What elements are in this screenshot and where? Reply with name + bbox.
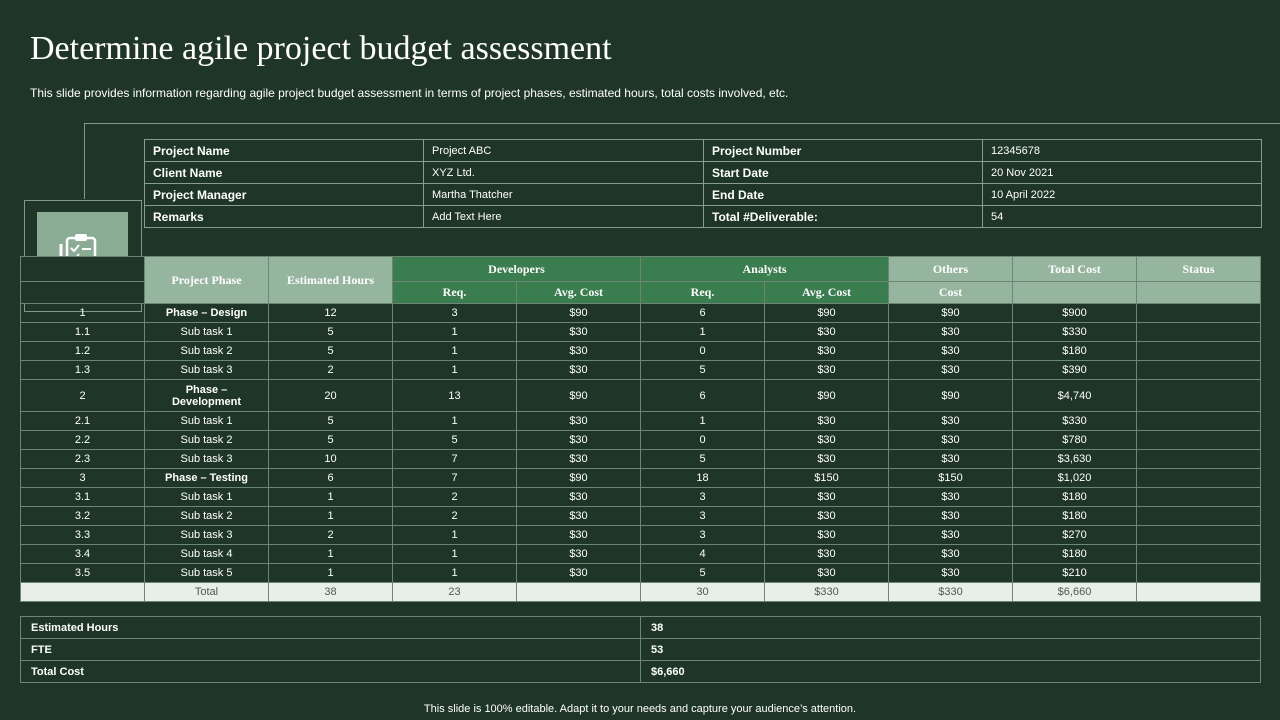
table-row <box>21 323 1261 342</box>
row-dev-req: 5 <box>393 431 517 450</box>
row-status <box>1137 342 1261 361</box>
row-others: $30 <box>889 361 1013 380</box>
decorative-line-vertical <box>84 123 85 199</box>
row-total: $270 <box>1013 526 1137 545</box>
row-hours: 6 <box>269 469 393 488</box>
row-others: $30 <box>889 450 1013 469</box>
row-hours: 5 <box>269 431 393 450</box>
table-row <box>21 450 1261 469</box>
row-dev-req: 2 <box>393 507 517 526</box>
row-phase: Sub task 3 <box>145 361 269 380</box>
row-total: $1,020 <box>1013 469 1137 488</box>
total-status <box>1137 583 1261 602</box>
header-blank <box>21 257 145 282</box>
summary-est-hours-label: Estimated Hours <box>21 617 641 639</box>
row-dev-req: 7 <box>393 469 517 488</box>
end-date-value: 10 April 2022 <box>983 184 1262 206</box>
start-date-value: 20 Nov 2021 <box>983 162 1262 184</box>
page-subtitle: This slide provides information regarding agile project budget assessment in terms of project phases, estimated hours, total costs involved, etc. <box>30 86 789 100</box>
row-total: $180 <box>1013 507 1137 526</box>
table-row <box>21 469 1261 488</box>
header-status-sub <box>1137 282 1261 304</box>
row-id: 1.3 <box>21 361 145 380</box>
project-number-label: Project Number <box>704 140 983 162</box>
row-total: $4,740 <box>1013 380 1137 412</box>
row-id: 3.4 <box>21 545 145 564</box>
project-manager-value: Martha Thatcher <box>424 184 704 206</box>
row-hours: 1 <box>269 564 393 583</box>
row-ana-avg: $30 <box>765 323 889 342</box>
row-phase: Sub task 1 <box>145 488 269 507</box>
row-hours: 2 <box>269 526 393 545</box>
deliverable-label: Total #Deliverable: <box>704 206 983 228</box>
row-phase: Sub task 2 <box>145 507 269 526</box>
row-dev-avg: $30 <box>517 412 641 431</box>
row-others: $30 <box>889 564 1013 583</box>
project-info-table <box>144 139 1262 228</box>
row-ana-req: 3 <box>641 526 765 545</box>
row-status <box>1137 469 1261 488</box>
remarks-label: Remarks <box>145 206 424 228</box>
table-row <box>21 545 1261 564</box>
row-id: 3.5 <box>21 564 145 583</box>
header-status: Status <box>1137 257 1261 282</box>
row-status <box>1137 545 1261 564</box>
row-dev-avg: $30 <box>517 488 641 507</box>
total-others: $330 <box>889 583 1013 602</box>
row-id: 2.2 <box>21 431 145 450</box>
row-status <box>1137 380 1261 412</box>
row-id: 3 <box>21 469 145 488</box>
row-id: 3.1 <box>21 488 145 507</box>
row-total: $180 <box>1013 342 1137 361</box>
row-dev-avg: $30 <box>517 342 641 361</box>
row-ana-avg: $30 <box>765 507 889 526</box>
header-analysts: Analysts <box>641 257 889 282</box>
row-total: $330 <box>1013 412 1137 431</box>
row-hours: 5 <box>269 412 393 431</box>
row-phase: Sub task 3 <box>145 526 269 545</box>
row-id: 2.1 <box>21 412 145 431</box>
budget-table <box>20 256 1261 602</box>
header-project-phase: Project Phase <box>145 257 269 304</box>
row-ana-avg: $90 <box>765 380 889 412</box>
row-dev-avg: $90 <box>517 380 641 412</box>
row-dev-req: 1 <box>393 361 517 380</box>
row-ana-avg: $150 <box>765 469 889 488</box>
total-ana-avg: $330 <box>765 583 889 602</box>
row-id: 3.3 <box>21 526 145 545</box>
row-status <box>1137 450 1261 469</box>
table-row <box>21 488 1261 507</box>
row-others: $30 <box>889 526 1013 545</box>
header-dev-avg-cost: Avg. Cost <box>517 282 641 304</box>
row-id: 2.3 <box>21 450 145 469</box>
table-row <box>21 304 1261 323</box>
row-status <box>1137 564 1261 583</box>
page-title: Determine agile project budget assessment <box>30 30 612 67</box>
row-total: $180 <box>1013 545 1137 564</box>
row-ana-avg: $30 <box>765 526 889 545</box>
row-dev-avg: $30 <box>517 431 641 450</box>
table-row <box>21 342 1261 361</box>
row-total: $180 <box>1013 488 1137 507</box>
header-blank-sub <box>21 282 145 304</box>
summary-fte-value: 53 <box>641 639 1261 661</box>
project-number-value: 12345678 <box>983 140 1262 162</box>
row-ana-req: 0 <box>641 342 765 361</box>
row-phase: Sub task 1 <box>145 323 269 342</box>
row-total: $210 <box>1013 564 1137 583</box>
row-status <box>1137 361 1261 380</box>
table-row <box>21 564 1261 583</box>
table-row <box>21 412 1261 431</box>
row-phase: Sub task 3 <box>145 450 269 469</box>
client-name-label: Client Name <box>145 162 424 184</box>
header-estimated-hours: Estimated Hours <box>269 257 393 304</box>
row-status <box>1137 323 1261 342</box>
row-status <box>1137 431 1261 450</box>
summary-total-cost-label: Total Cost <box>21 661 641 683</box>
row-dev-req: 1 <box>393 412 517 431</box>
row-others: $90 <box>889 304 1013 323</box>
row-ana-avg: $30 <box>765 342 889 361</box>
row-others: $30 <box>889 507 1013 526</box>
table-row <box>21 431 1261 450</box>
row-phase: Sub task 1 <box>145 412 269 431</box>
summary-fte-label: FTE <box>21 639 641 661</box>
header-dev-req: Req. <box>393 282 517 304</box>
row-others: $30 <box>889 412 1013 431</box>
row-total: $390 <box>1013 361 1137 380</box>
table-row <box>21 380 1261 412</box>
row-hours: 5 <box>269 342 393 361</box>
row-others: $30 <box>889 545 1013 564</box>
row-ana-avg: $30 <box>765 488 889 507</box>
row-hours: 12 <box>269 304 393 323</box>
row-id: 1 <box>21 304 145 323</box>
row-dev-req: 7 <box>393 450 517 469</box>
row-dev-req: 1 <box>393 564 517 583</box>
row-total: $3,630 <box>1013 450 1137 469</box>
row-dev-avg: $90 <box>517 304 641 323</box>
deliverable-value: 54 <box>983 206 1262 228</box>
row-ana-avg: $90 <box>765 304 889 323</box>
row-phase: Phase – Design <box>145 304 269 323</box>
row-hours: 20 <box>269 380 393 412</box>
row-dev-req: 1 <box>393 323 517 342</box>
row-others: $90 <box>889 380 1013 412</box>
row-total: $330 <box>1013 323 1137 342</box>
header-ana-avg-cost: Avg. Cost <box>765 282 889 304</box>
total-ana-req: 30 <box>641 583 765 602</box>
row-ana-avg: $30 <box>765 564 889 583</box>
row-id: 1.2 <box>21 342 145 361</box>
row-dev-req: 2 <box>393 488 517 507</box>
row-ana-req: 5 <box>641 450 765 469</box>
total-blank <box>21 583 145 602</box>
row-ana-avg: $30 <box>765 545 889 564</box>
row-dev-avg: $30 <box>517 323 641 342</box>
row-ana-req: 18 <box>641 469 765 488</box>
header-others: Others <box>889 257 1013 282</box>
row-ana-req: 6 <box>641 304 765 323</box>
table-row <box>21 526 1261 545</box>
table-row <box>21 507 1261 526</box>
row-dev-req: 3 <box>393 304 517 323</box>
row-others: $150 <box>889 469 1013 488</box>
row-ana-avg: $30 <box>765 431 889 450</box>
project-name-value: Project ABC <box>424 140 704 162</box>
row-ana-avg: $30 <box>765 450 889 469</box>
row-status <box>1137 304 1261 323</box>
row-phase: Phase – Development <box>145 380 269 412</box>
row-ana-req: 1 <box>641 323 765 342</box>
header-developers: Developers <box>393 257 641 282</box>
summary-est-hours-value: 38 <box>641 617 1261 639</box>
decorative-line-horizontal <box>84 123 1280 124</box>
row-phase: Sub task 5 <box>145 564 269 583</box>
row-dev-req: 1 <box>393 545 517 564</box>
summary-total-cost-value: $6,660 <box>641 661 1261 683</box>
start-date-label: Start Date <box>704 162 983 184</box>
row-others: $30 <box>889 431 1013 450</box>
row-phase: Sub task 4 <box>145 545 269 564</box>
total-label: Total <box>145 583 269 602</box>
row-ana-req: 5 <box>641 564 765 583</box>
row-total: $900 <box>1013 304 1137 323</box>
total-dev-avg <box>517 583 641 602</box>
row-others: $30 <box>889 342 1013 361</box>
header-ana-req: Req. <box>641 282 765 304</box>
row-ana-req: 6 <box>641 380 765 412</box>
row-ana-req: 5 <box>641 361 765 380</box>
row-ana-avg: $30 <box>765 361 889 380</box>
client-name-value: XYZ Ltd. <box>424 162 704 184</box>
row-ana-req: 3 <box>641 488 765 507</box>
row-dev-avg: $90 <box>517 469 641 488</box>
total-hours: 38 <box>269 583 393 602</box>
row-hours: 1 <box>269 545 393 564</box>
row-others: $30 <box>889 323 1013 342</box>
row-phase: Sub task 2 <box>145 342 269 361</box>
row-ana-req: 1 <box>641 412 765 431</box>
row-dev-req: 1 <box>393 342 517 361</box>
row-ana-avg: $30 <box>765 412 889 431</box>
row-hours: 1 <box>269 507 393 526</box>
row-dev-avg: $30 <box>517 526 641 545</box>
row-id: 3.2 <box>21 507 145 526</box>
row-total: $780 <box>1013 431 1137 450</box>
total-row <box>21 583 1261 602</box>
header-total-cost-sub <box>1013 282 1137 304</box>
table-row <box>21 361 1261 380</box>
header-total-cost: Total Cost <box>1013 257 1137 282</box>
total-dev-req: 23 <box>393 583 517 602</box>
row-id: 2 <box>21 380 145 412</box>
row-dev-avg: $30 <box>517 450 641 469</box>
row-status <box>1137 526 1261 545</box>
row-phase: Sub task 2 <box>145 431 269 450</box>
row-status <box>1137 507 1261 526</box>
row-ana-req: 3 <box>641 507 765 526</box>
row-others: $30 <box>889 488 1013 507</box>
end-date-label: End Date <box>704 184 983 206</box>
project-name-label: Project Name <box>145 140 424 162</box>
row-dev-avg: $30 <box>517 507 641 526</box>
footer-note: This slide is 100% editable. Adapt it to your needs and capture your audience’s attention. <box>423 703 857 715</box>
row-hours: 10 <box>269 450 393 469</box>
header-others-cost: Cost <box>889 282 1013 304</box>
total-cost: $6,660 <box>1013 583 1137 602</box>
row-id: 1.1 <box>21 323 145 342</box>
row-status <box>1137 488 1261 507</box>
row-dev-avg: $30 <box>517 564 641 583</box>
project-manager-label: Project Manager <box>145 184 424 206</box>
row-ana-req: 4 <box>641 545 765 564</box>
row-dev-req: 1 <box>393 526 517 545</box>
row-ana-req: 0 <box>641 431 765 450</box>
row-hours: 2 <box>269 361 393 380</box>
row-dev-avg: $30 <box>517 361 641 380</box>
row-phase: Phase – Testing <box>145 469 269 488</box>
remarks-value[interactable]: Add Text Here <box>424 206 704 228</box>
summary-table <box>20 616 1261 683</box>
row-hours: 5 <box>269 323 393 342</box>
row-dev-avg: $30 <box>517 545 641 564</box>
row-hours: 1 <box>269 488 393 507</box>
row-status <box>1137 412 1261 431</box>
row-dev-req: 13 <box>393 380 517 412</box>
